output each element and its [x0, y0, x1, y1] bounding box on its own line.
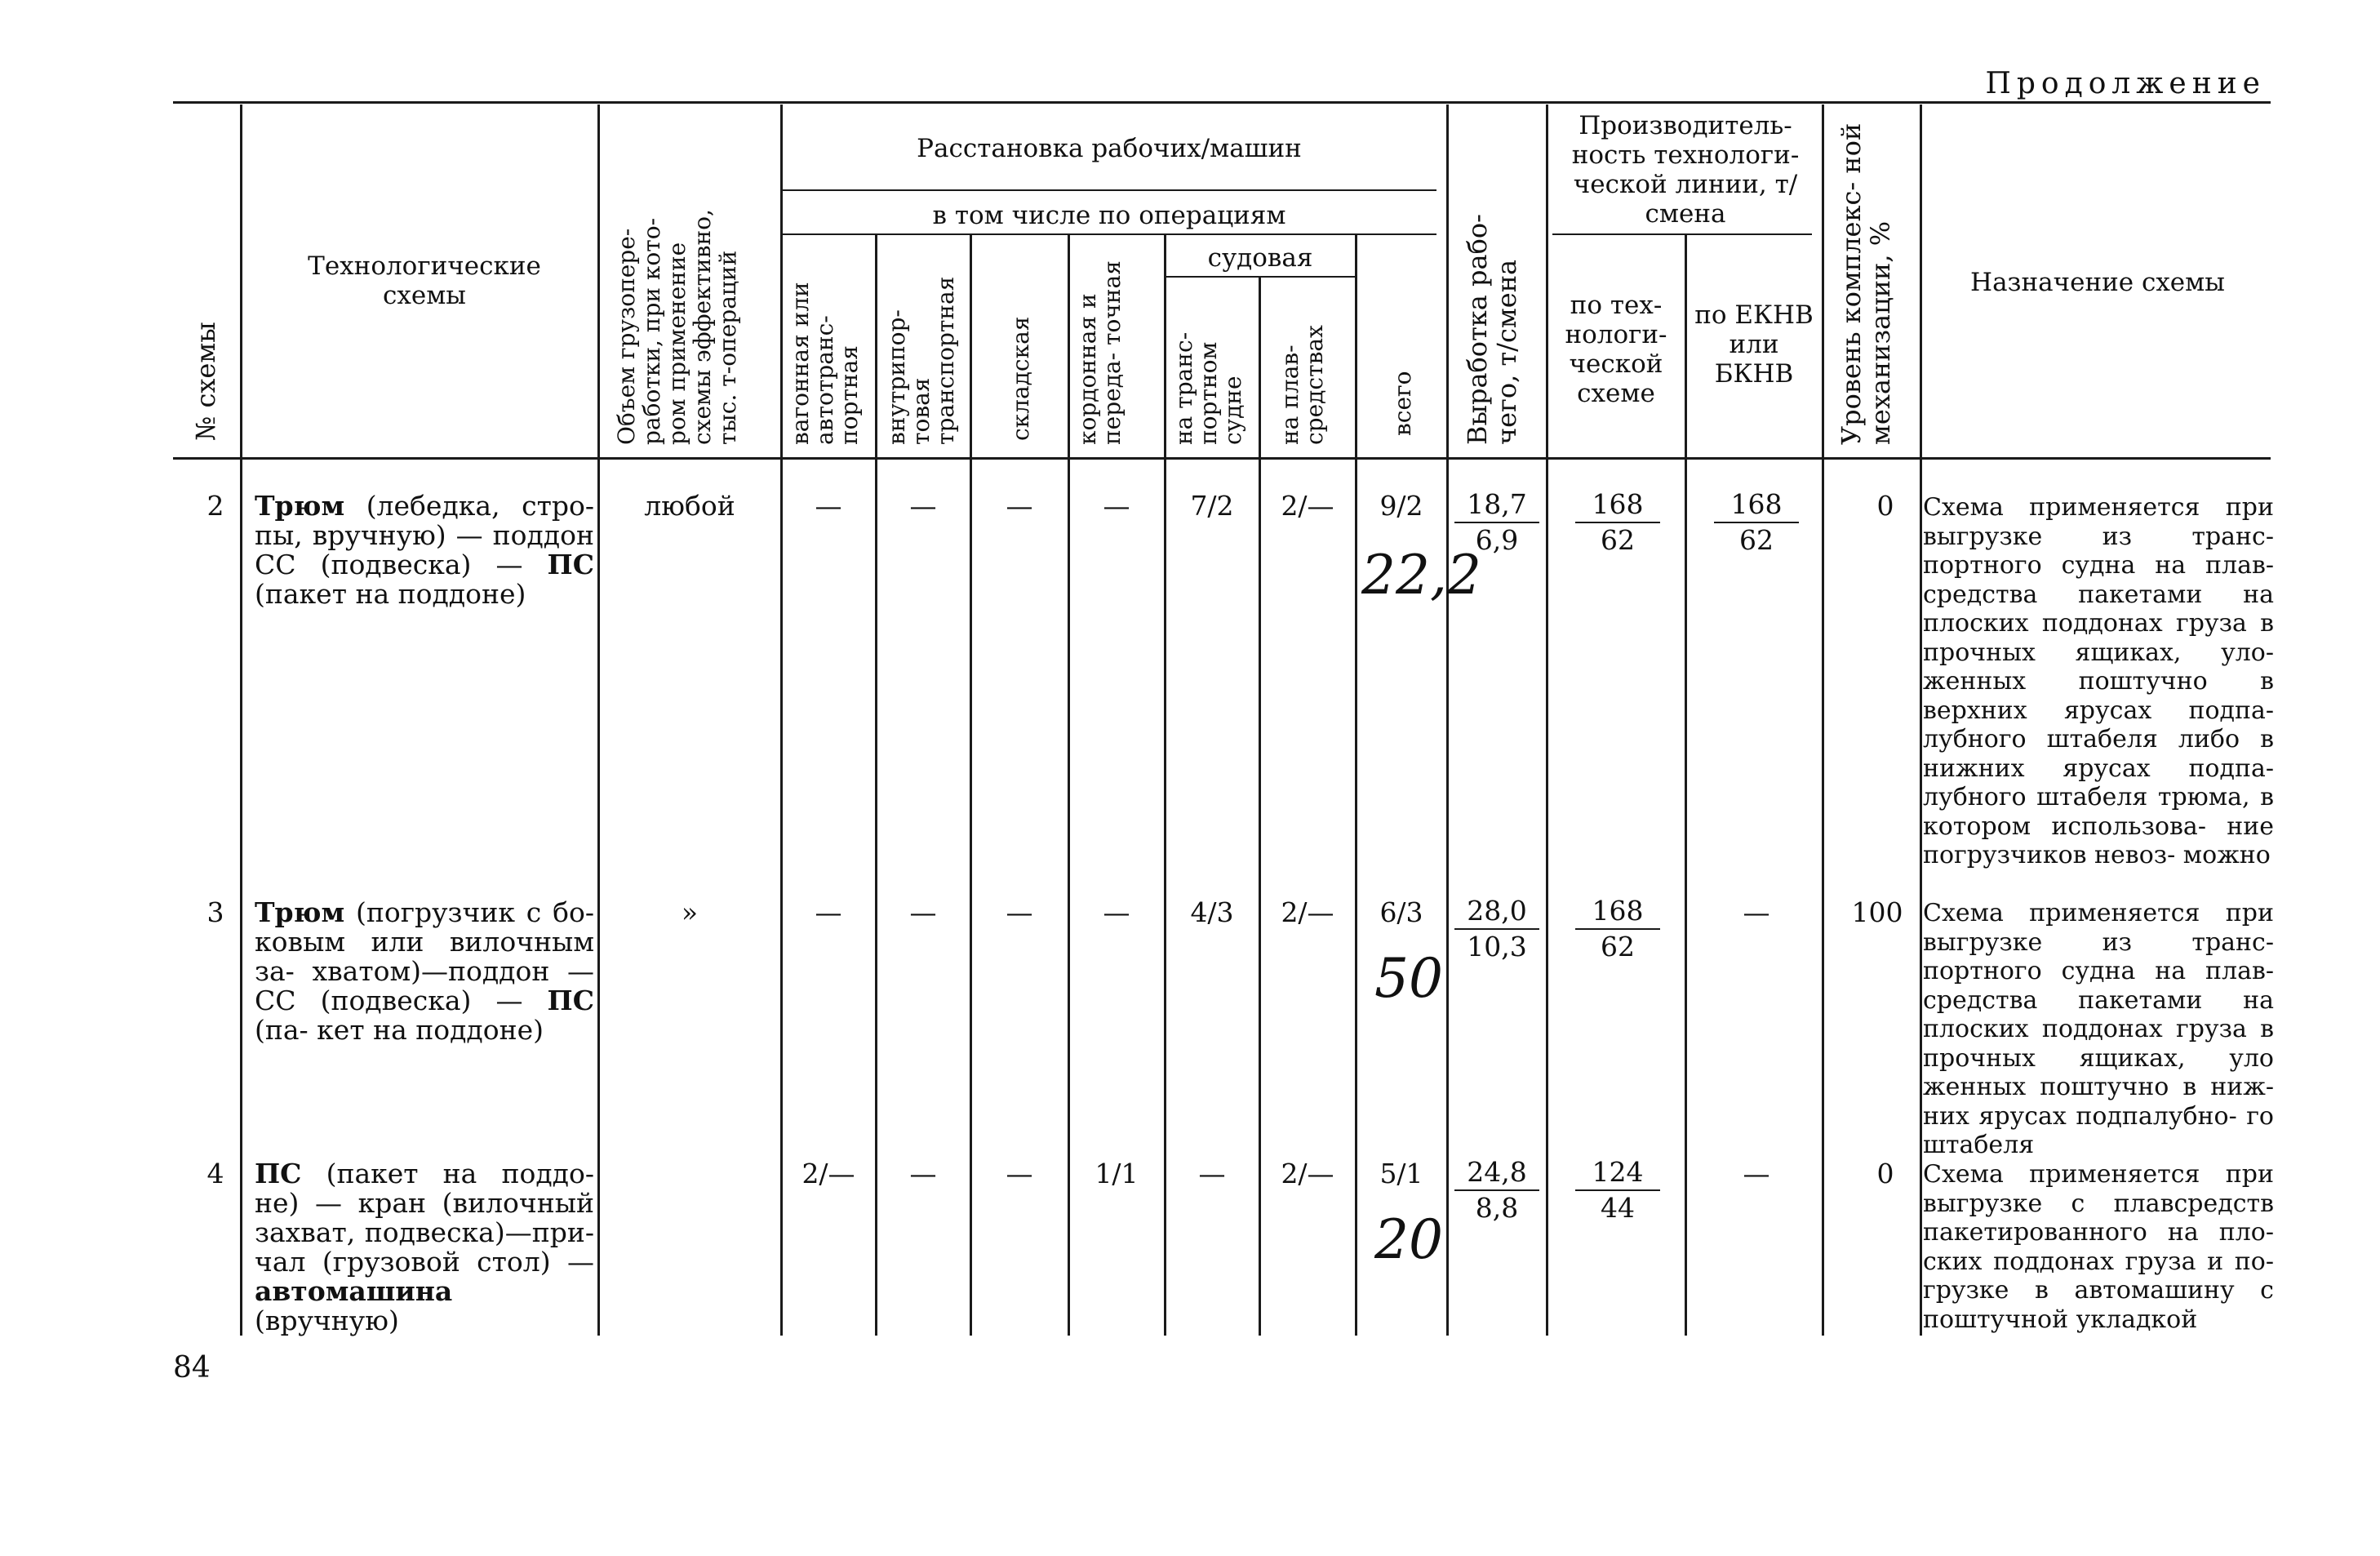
row-2-volume: любой: [644, 490, 735, 522]
header-prod-tech: по тех- нологи- ческой схеме: [1565, 291, 1667, 408]
fraction-bar: [1575, 522, 1660, 523]
row-3-prod-tech: [1569, 896, 1667, 962]
col-rule-1: [240, 104, 242, 1336]
table-top-rule: [173, 101, 2271, 104]
header-volume-text: Объем грузопере- работки, при кото- ром применение схемы эффективно, тыс. т-операций: [613, 209, 741, 445]
row-3-internal: —: [909, 896, 937, 928]
row-4-scheme-text: (пакет на поддо- не) — кран (вилочный захват, подвеска)—при- чал (грузовой стол) —: [255, 1158, 594, 1278]
fraction-bar: [1454, 522, 1539, 523]
row-3-number: 3: [206, 896, 224, 928]
fraction-bar: [1714, 522, 1799, 523]
row-2-prod-tech: [1569, 490, 1667, 555]
row-2-scheme-bold2: ПС: [547, 549, 594, 580]
row-2-wagon: —: [815, 490, 842, 522]
row-3-volume: »: [681, 896, 699, 928]
row-4-prod-eknv: —: [1743, 1158, 1770, 1189]
col-rule-7: [1164, 235, 1166, 1336]
row-2-prod-tech-top: 168: [1592, 488, 1644, 520]
row-4-wagon: 2/—: [801, 1158, 855, 1189]
row-4-floating: 2/—: [1281, 1158, 1334, 1189]
row-4-prod-tech-top: 124: [1592, 1156, 1644, 1188]
row-2-purpose: Схема применяется при выгрузке из транс- портного судна на плав- средства пакетами на плоских поддонах груза в прочных ящиках, уло- женных поштучно в верхних ярусах подпа- лубного штабеля либо в нижних ярусах подпа- лубного штабеля трюма, в котором использова- ние погрузчиков невоз- можно: [1923, 493, 2274, 869]
row-4-number: 4: [206, 1158, 224, 1189]
col-rule-4: [875, 235, 877, 1336]
continuation-label: Продолжение: [1985, 67, 2266, 100]
row-2-scheme-text: (лебедка, стро- пы, вручную) — поддон СС (подвеска) —: [255, 490, 594, 580]
row-3-total-handwritten: 50: [1374, 947, 1443, 1010]
row-2-total-handwritten: 22,2: [1361, 544, 1481, 607]
row-2-total: 9/2: [1379, 490, 1423, 522]
row-2-prod-eknv-top: 168: [1730, 488, 1783, 520]
header-op-floating-text: на плав- средствах: [1277, 325, 1328, 445]
row-4-warehouse: —: [1006, 1158, 1033, 1189]
row-3-prod-tech-bottom: 62: [1601, 931, 1635, 962]
row-3-prod-eknv: —: [1743, 896, 1770, 928]
row-3-floating: 2/—: [1281, 896, 1334, 928]
header-placement: Расстановка рабочих/машин: [917, 134, 1302, 163]
header-op-transport-ship: [1172, 290, 1246, 445]
row-2-scheme-bold1: Трюм: [255, 490, 345, 522]
header-purpose: Назначение схемы: [1970, 268, 2225, 297]
header-mechanization: [1836, 102, 1895, 445]
row-4-cordon: 1/1: [1095, 1158, 1139, 1189]
header-bottom-rule: [173, 457, 2271, 460]
row-3-warehouse: —: [1006, 896, 1033, 928]
header-ship: судовая: [1207, 243, 1313, 273]
col-rule-14: [1920, 104, 1922, 1336]
row-4-total-handwritten: 20: [1374, 1208, 1443, 1271]
row-3-output-top: 28,0: [1467, 895, 1527, 927]
row-3-prod-tech-top: 168: [1592, 895, 1644, 927]
header-including: в том числе по операциям: [932, 201, 1286, 230]
header-op-transport-ship-text: на транс- портном судне: [1170, 331, 1246, 445]
header-productivity: Производитель- ность технологи- ческой линии, т/смена: [1571, 111, 1800, 229]
header-op-warehouse: складская: [1007, 316, 1034, 441]
header-op-internal-text: внутрипор- товая транспортная: [883, 276, 959, 445]
row-4-output-top: 24,8: [1467, 1156, 1527, 1188]
row-3-scheme-tail: (па- кет на поддоне): [255, 1014, 544, 1046]
row-4-scheme-bold2: автомашина: [255, 1275, 453, 1307]
row-3-scheme: [255, 898, 594, 1045]
header-op-floating: [1278, 290, 1327, 445]
row-4-scheme-bold1: ПС: [255, 1158, 302, 1189]
row-2-number: 2: [206, 490, 224, 522]
row-4-output-bottom: 8,8: [1475, 1192, 1519, 1224]
row-2-prod-tech-bottom: 62: [1601, 524, 1635, 556]
row-3-purpose: Схема применяется при выгрузке из транс- портного судна на плав- средства пакетами на плоских поддонах груза в прочных ящиках, уло женных поштучно в ниж- них ярусах подпалубно- го штабеля: [1923, 899, 2274, 1159]
row-4-internal: —: [909, 1158, 937, 1189]
row-2-scheme-tail: (пакет на поддоне): [255, 578, 526, 610]
row-3-scheme-bold1: Трюм: [255, 896, 345, 928]
row-3-output: [1448, 896, 1546, 962]
row-4-purpose: Схема применяется при выгрузке с плавсредств пакетированного на пло- ских поддонах груза и по- грузке в автомашину с поштучной укладкой: [1923, 1160, 2274, 1334]
header-mechanization-text: Уровень комплекс- ной механизации, %: [1836, 122, 1896, 445]
row-3-total: 6/3: [1379, 896, 1423, 928]
row-4-mechanization: 0: [1876, 1158, 1894, 1189]
row-2-warehouse: —: [1006, 490, 1033, 522]
col-rule-10: [1446, 104, 1449, 1336]
fraction-bar: [1454, 928, 1539, 930]
row-2-output: [1448, 490, 1546, 555]
row-2-prod-eknv-bottom: 62: [1739, 524, 1774, 556]
fraction-bar: [1454, 1189, 1539, 1191]
row-3-cordon: —: [1103, 896, 1130, 928]
row-3-scheme-bold2: ПС: [547, 985, 594, 1016]
col-rule-9: [1355, 235, 1357, 1336]
row-4-total: 5/1: [1379, 1158, 1423, 1189]
row-4-transport-ship: —: [1198, 1158, 1226, 1189]
col-rule-8: [1259, 278, 1261, 1336]
row-3-output-bottom: 10,3: [1467, 931, 1527, 962]
page-number: 84: [173, 1351, 211, 1385]
header-prod-eknv: по ЕКНВ или БКНВ: [1694, 300, 1814, 389]
row-2-prod-eknv: [1707, 490, 1805, 555]
placement-rule: [782, 189, 1436, 191]
including-rule: [782, 233, 1436, 235]
row-2-mechanization: 0: [1876, 490, 1894, 522]
row-3-transport-ship: 4/3: [1190, 896, 1234, 928]
row-2-scheme: [255, 491, 594, 609]
row-3-wagon: —: [815, 896, 842, 928]
fraction-bar: [1575, 1189, 1660, 1191]
col-rule-6: [1068, 235, 1070, 1336]
header-op-internal: [885, 241, 958, 445]
row-3-scheme-text: (погрузчик с бо- ковым или вилочным за- хватом)—поддон — СС (подвеска) —: [255, 896, 594, 1016]
row-3-mechanization: 100: [1851, 896, 1903, 928]
row-4-prod-tech-bottom: 44: [1601, 1192, 1635, 1224]
col-rule-13: [1822, 104, 1824, 1336]
header-op-cordon-text: кордонная и переда- точная: [1074, 260, 1126, 445]
fraction-bar: [1575, 928, 1660, 930]
header-volume: [614, 184, 740, 445]
header-output: [1463, 200, 1521, 445]
header-output-text: Выработка рабо- чего, т/смена: [1462, 214, 1522, 445]
row-4-output: [1448, 1158, 1546, 1223]
col-rule-2: [597, 104, 600, 1336]
productivity-rule: [1552, 233, 1812, 235]
col-rule-3: [780, 104, 783, 1336]
row-2-transport-ship: 7/2: [1190, 490, 1234, 522]
row-4-scheme: [255, 1159, 594, 1336]
row-2-floating: 2/—: [1281, 490, 1334, 522]
row-4-prod-tech: [1569, 1158, 1667, 1223]
header-op-total: всего: [1389, 371, 1416, 436]
header-op-cordon: [1076, 257, 1125, 445]
row-4-scheme-tail: (вручную): [255, 1305, 399, 1336]
header-op-wagon: [788, 257, 862, 445]
col-rule-11: [1546, 104, 1548, 1336]
row-2-output-top: 18,7: [1467, 488, 1527, 520]
header-op-wagon-text: вагонная или автотранс- портная: [787, 282, 863, 445]
row-2-cordon: —: [1103, 490, 1130, 522]
col-rule-5: [970, 235, 972, 1336]
header-technological-schemes: Технологические схемы: [308, 251, 541, 310]
row-2-output-bottom: 6,9: [1475, 524, 1519, 556]
col-rule-12: [1685, 235, 1687, 1336]
header-scheme-number: № схемы: [190, 322, 221, 441]
row-2-internal: —: [909, 490, 937, 522]
